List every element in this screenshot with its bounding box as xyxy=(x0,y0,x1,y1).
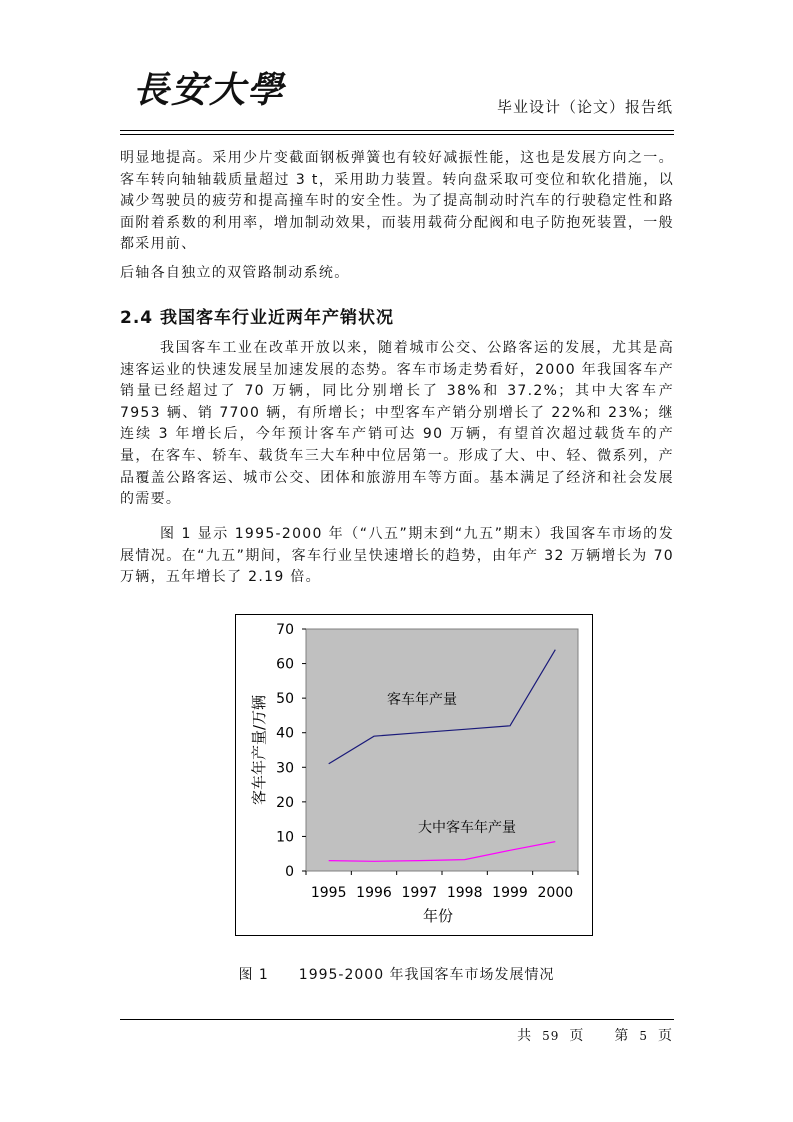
y-tick-label: 0 xyxy=(285,864,294,880)
x-tick-label: 1996 xyxy=(356,885,392,901)
x-tick-label: 1998 xyxy=(446,885,483,901)
y-tick-label: 50 xyxy=(276,691,294,708)
footer-page-word-2: 页 xyxy=(658,1028,673,1044)
x-tick-label: 1995 xyxy=(310,885,347,901)
line-chart xyxy=(236,615,592,935)
y-axis-label: 客车年产量/万辆 xyxy=(250,694,268,806)
y-tick-label: 70 xyxy=(276,622,294,638)
university-logo: 長安大學 xyxy=(133,69,286,111)
x-tick-label: 1999 xyxy=(492,885,528,901)
section-title: 2.4 我国客车行业近两年产销状况 xyxy=(120,308,395,328)
paragraph-figure-intro: 图 1 显示 1995-2000 年（“八五”期末到“九五”期末）我国客车市场的发展情况。在“九五”期间，客车行业呈快速增长的趋势，由年产 32 万辆增长为 70 万辆，五年增长了 2.19 倍。 xyxy=(120,526,674,586)
x-axis-label: 年份 xyxy=(422,907,454,925)
footer-total-pages: 59 xyxy=(542,1029,560,1043)
series-label-large-medium: 大中客车年产量 xyxy=(418,820,516,836)
figure-chart xyxy=(235,614,593,936)
footer-rule xyxy=(120,1019,674,1020)
paragraph-industry: 我国客车工业在改革开放以来，随着城市公交、公路客运的发展，尤其是高速客运业的快速发展呈加速发展的态势。客车市场走势看好，2000 年我国客车产销量已经超过了 70 万辆，同比分别增长了 38%和 37.2%；其中大客车产 7953 辆、销 7700 辆，有所增长；中型客车产销分别增长了 22%和 23%；继连续 3 年增长后，今年预计客车产销可达 90 万辆，有望首次超过载货车的产量，在客车、轿车、载货车三大车种中位居第一。形成了大、中、轻、微系列，产品覆盖公路客运、城市公交、团体和旅游用车等方面。基本满足了经济和社会发展的需要。 xyxy=(120,340,674,508)
y-tick-label: 60 xyxy=(276,656,294,673)
page-footer xyxy=(517,1025,673,1045)
figure-caption: 图 1 1995-2000 年我国客车市场发展情况 xyxy=(238,967,555,983)
footer-current-page: 5 xyxy=(639,1029,648,1043)
header-rule xyxy=(120,130,674,131)
x-tick-label: 2000 xyxy=(537,885,574,901)
y-tick-label: 30 xyxy=(276,760,294,777)
footer-page-word: 页 xyxy=(569,1028,585,1044)
paragraph-braking-end: 后轴各自独立的双管路制动系统。 xyxy=(120,265,350,281)
footer-total-label: 共 xyxy=(517,1028,533,1044)
y-tick-label: 20 xyxy=(276,794,294,811)
paragraph-braking: 明显地提高。采用少片变截面钢板弹簧也有较好减振性能，这也是发展方向之一。客车转向轴轴载质量超过 3 t，采用助力装置。转向盘采取可变位和软化措施，以减少驾驶员的疲劳和提高撞车时的安全性。为了提高制动时汽车的行驶稳定性和路面附着系数的利用率，增加制动效果，而装用载荷分配阀和电子防抱死装置，一般都采用前、 xyxy=(120,150,674,253)
header-rule-secondary xyxy=(120,134,674,135)
y-tick-label: 40 xyxy=(276,725,294,742)
y-tick-label: 10 xyxy=(276,829,294,846)
series-label-passenger-total: 客车年产量 xyxy=(387,692,457,708)
x-tick-label: 1997 xyxy=(401,885,438,901)
header-title: 毕业设计（论文）报告纸 xyxy=(496,98,673,116)
footer-current-label: 第 xyxy=(614,1028,630,1044)
